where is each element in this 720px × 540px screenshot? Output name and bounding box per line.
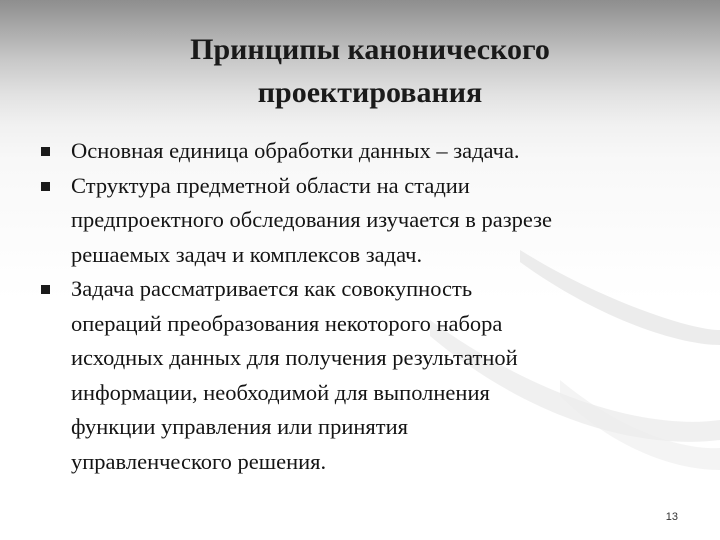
bullet-text-line: информации, необходимой для выполнения xyxy=(71,379,490,405)
square-bullet-icon xyxy=(41,285,50,294)
bullet-text-line: Структура предметной области на стадии xyxy=(71,172,470,198)
bullet-text xyxy=(71,134,690,169)
slide-title-line: Принципы канонического xyxy=(190,33,550,66)
bullet-list xyxy=(40,134,690,479)
bullet-item xyxy=(40,272,690,479)
bullet-text xyxy=(71,272,690,479)
bullet-text-line: функции управления или принятия xyxy=(71,414,408,439)
square-bullet-icon xyxy=(41,147,50,156)
bullet-text-line: решаемых задач и комплексов задач. xyxy=(71,241,423,267)
bullet-text-line: Задача рассматривается как совокупность xyxy=(71,276,473,301)
bullet-text-line: исходных данных для получения результатной xyxy=(71,345,518,370)
bullet-text-line: операций преобразования некоторого набора xyxy=(71,310,503,336)
bullet-item xyxy=(40,134,690,169)
bullet-text xyxy=(71,169,690,273)
bullet-text-line: предпроектного обследования изучается в разрезе xyxy=(71,207,553,232)
page-number: 13 xyxy=(665,511,678,523)
slide-title-line: проектирования xyxy=(257,76,483,109)
bullet-text-line: Основная единица обработки данных – задача. xyxy=(71,138,520,163)
bullet-text-line: управленческого решения. xyxy=(71,448,327,474)
square-bullet-icon xyxy=(41,182,50,191)
slide-title xyxy=(60,28,680,114)
bullet-item xyxy=(40,169,690,273)
